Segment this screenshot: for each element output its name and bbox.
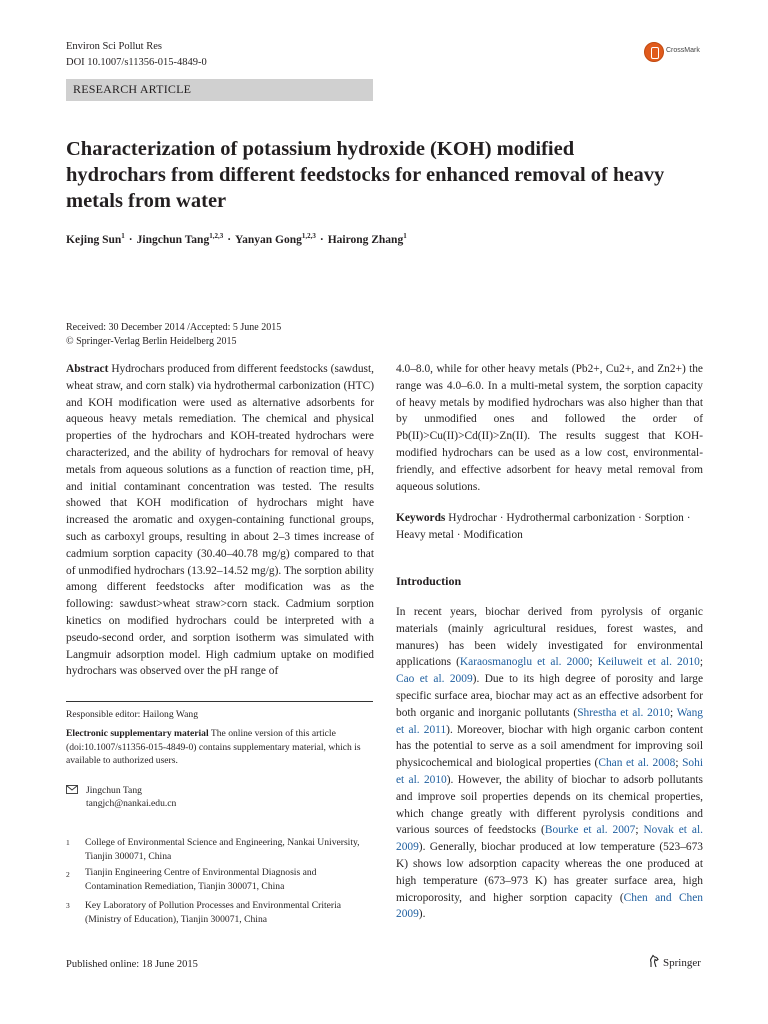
affiliation: College of Environmental Science and Engineering, Nankai University, Tianjin 300071, China — [85, 837, 360, 862]
author-affiliation: 1 — [403, 232, 407, 240]
received-date: Received: 30 December 2014 /Accepted: 5 June 2015 — [66, 322, 282, 333]
crossmark-icon — [644, 42, 664, 62]
keywords-label: Keywords — [396, 512, 446, 524]
section-heading-introduction: Introduction — [396, 574, 462, 588]
responsible-editor: Responsible editor: Hailong Wang — [66, 709, 199, 720]
envelope-icon — [66, 785, 78, 797]
author-name[interactable]: Kejing Sun — [66, 233, 122, 246]
springer-horse-icon — [648, 954, 660, 968]
article-title: Characterization of potassium hydroxide (KOH) modified hydrochars from different feedstocks for enhanced removal of heavy metals from water — [66, 138, 665, 212]
footnote-divider — [66, 701, 373, 702]
citation-link[interactable]: Keiluweit et al. 2010 — [597, 656, 700, 669]
crossmark-logo[interactable] — [644, 42, 706, 64]
introduction-paragraph: In recent years, biochar derived from pyrolysis of organic materials (mainly agricultural residues, forest wastes, and manures) has been widely investigated for environmental applications (Karaosmanoglu et al. 2000; Keiluweit et al. 2010; Cao et al. 2009). Due to its high degree of porosity and large specific surface area, biochar may act as an effective adsorbent for both organic and inorganic pollutants (Shrestha et al. 2010; Wang et al. 2011). Moreover, biochar with high organic carbon content has the potential to serve as a soil amendment for improving soil physicochemical and biological properties (Chan et al. 2008; Sohi et al. 2010). However, the ability of biochar to adsorb pollutants and improve soil properties depends on its chemical properties, which change greatly with different pyrolysis conditions and various sources of feedstocks (Bourke et al. 2007; Novak et al. 2009). Generally, biochar produced at low temperature (523–673 K) shows low adsorption capacity whereas the one produced at high temperature (673–973 K) has greater surface area, high microporosity, and higher sorption capacity (Chen and Chen 2009). — [396, 606, 704, 921]
esm-label: Electronic supplementary material — [66, 728, 209, 739]
dates-block — [66, 321, 281, 349]
publisher-name: Springer — [663, 957, 701, 969]
article-type: RESEARCH ARTICLE — [73, 82, 192, 96]
citation-link[interactable]: Chan et al. 2008 — [598, 757, 676, 770]
published-date: Published online: 18 June 2015 — [66, 959, 198, 970]
abstract-text: Hydrochars produced from different feedstocks (sawdust, wheat straw, and corn stalk) via hydrothermal carbonization (HTC) and KOH modification were used as alternative adsorbents for aqueous heavy metals remediation. The chemical and physical properties of the hydrochars and KOH-treated hydrochars were characterized, and the ability of hydrochars for removal of heavy metals from aqueous solutions as a function of reaction time, pH, and initial contaminant concentration was tested. The results showed that KOH modification of hydrochars might have increased the aromatic and oxygen-containing functional groups, such as carboxyl groups, resulting in about 2–3 times increase of cadmium sorption capacity (30.40–40.78 mg/g) compared to that of unmodified hydrochars (13.92–14.52 mg/g). The sorption ability among different feedstocks after modification was as the following: sawdust>wheat straw>corn stack. Cadmium sorption kinetics on modified hydrochars could be interpreted with a pseudo-second order, and sorption isotherm was simulated with Langmuir adsorption model. High cadmium uptake on modified hydrochars was observed over the pH range of — [66, 363, 374, 678]
copyright: © Springer-Verlag Berlin Heidelberg 2015 — [66, 336, 237, 347]
citation-link[interactable]: Novak et al. 2009 — [396, 824, 703, 854]
author-affiliation: 1,2,3 — [209, 232, 224, 240]
affiliation-number: 2 — [66, 870, 70, 879]
citation-link[interactable]: Cao et al. 2009 — [396, 673, 473, 686]
crossmark-label: CrossMark — [666, 47, 700, 54]
doi: DOI 10.1007/s11356-015-4849-0 — [66, 57, 207, 68]
author-list: Kejing Sun$^1$ · Jingchun Tang$^{1,2,3}$ · Yanyan Gong$^{1,2,3}$ · Hairong Zhang$^1$ — [66, 232, 407, 246]
keywords-text: Hydrochar · Hydrothermal carbonization · Sorption · Heavy metal · Modification — [396, 512, 691, 541]
keywords — [396, 510, 703, 544]
journal-name: Environ Sci Pollut Res — [66, 41, 162, 52]
author-name[interactable]: Hairong Zhang — [327, 233, 404, 246]
citation-link[interactable]: Karaosmanoglu et al. 2000 — [459, 656, 590, 669]
citation-link[interactable]: Shrestha et al. 2010 — [577, 706, 670, 719]
corresponding-email[interactable]: tangjch@nankai.edu.cn — [86, 798, 177, 809]
author-name[interactable]: Jingchun Tang — [136, 233, 210, 246]
abstract-continued: 4.0–8.0, while for other heavy metals (Pb2+, Cu2+, and Zn2+) the range was 4.0–6.0. In a multi-metal system, the sorption capacity of heavy metals by modified hydrochars was also higher than that by unmodified ones and followed the order of Pb(II)>Cu(II)>Cd(II)>Zn(II). The results suggest that KOH-modified hydrochars can be used as a low cost, environmental-friendly, and effective adsorbent for heavy metal removal from aqueous solutions. — [396, 363, 703, 493]
abstract — [66, 361, 374, 680]
springer-logo[interactable] — [648, 953, 701, 971]
affiliation: Tianjin Engineering Centre of Environmental Diagnosis and Contamination Remediation, Tianjin 300071, China — [85, 867, 317, 892]
affiliation: Key Laboratory of Pollution Processes and Environmental Criteria (Ministry of Education), Tianjin 300071, China — [85, 900, 342, 925]
citation-link[interactable]: Bourke et al. 2007 — [544, 824, 636, 837]
abstract-label: Abstract — [66, 363, 109, 375]
corresponding-author: Jingchun Tang — [86, 785, 142, 796]
esm-text: The online version of this article (doi:10.1007/s11356-015-4849-0) contains supplementary material, which is available to authorized users. — [66, 728, 361, 766]
affiliation-number: 1 — [66, 838, 70, 847]
affiliation-number: 3 — [66, 901, 70, 910]
citation-link[interactable]: Chen and Chen 2009 — [396, 891, 703, 921]
author-affiliation: 1,2,3 — [301, 232, 316, 240]
author-affiliation: 1 — [121, 232, 125, 240]
citation-link[interactable]: Wang et al. 2011 — [396, 706, 703, 736]
citation-link[interactable]: Sohi et al. 2010 — [396, 757, 703, 786]
author-name[interactable]: Yanyan Gong — [235, 233, 302, 246]
supplementary-note — [66, 727, 371, 768]
